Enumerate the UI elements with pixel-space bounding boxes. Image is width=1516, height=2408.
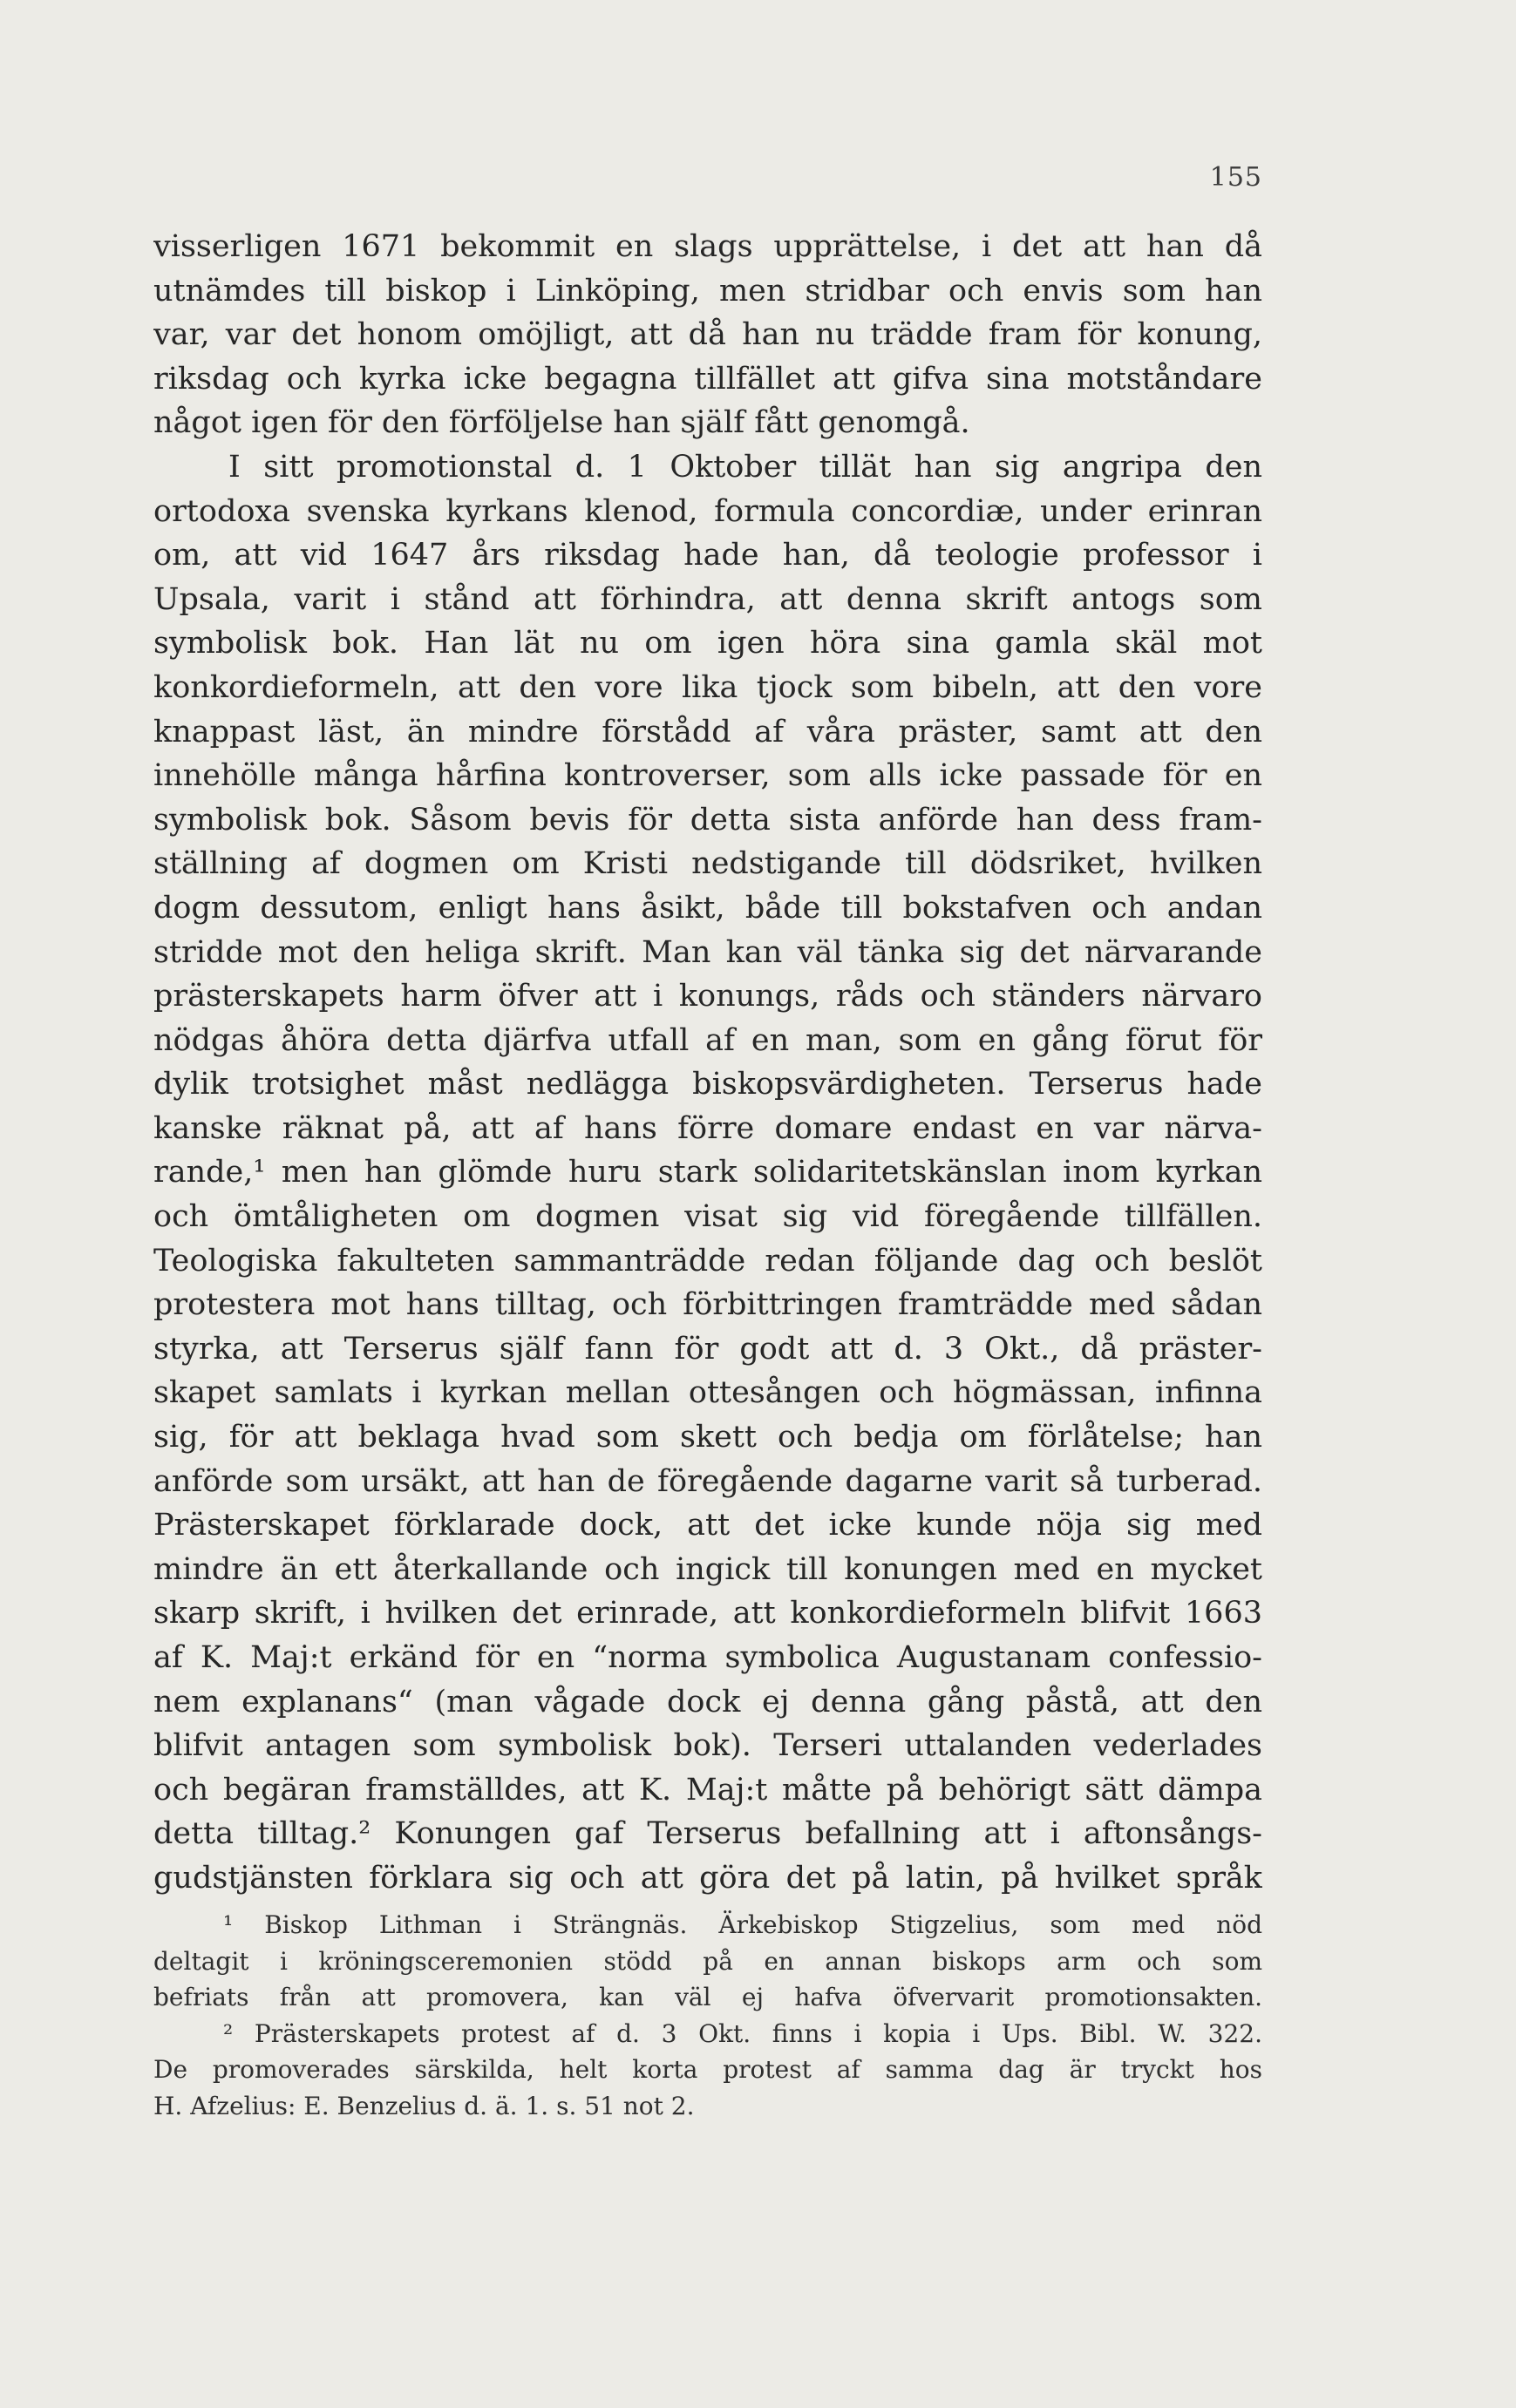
body-line: var, var det honom omöjligt, att då han nu trädde fram för konung, xyxy=(153,317,1262,353)
body-line: nem explanans“ (man vågade dock ej denna gång påstå, att den xyxy=(153,1684,1262,1720)
body-line: kanske räknat på, att af hans förre domare endast en var närva- xyxy=(153,1110,1262,1146)
footnote-2-line: De promoverades särskilda, helt korta protest af samma dag är tryckt hos xyxy=(153,2055,1262,2084)
body-line: protestera mot hans tilltag, och förbittringen framträdde med sådan xyxy=(153,1287,1262,1323)
body-line: och ömtåligheten om dogmen visat sig vid föregående tillfällen. xyxy=(153,1199,1262,1235)
body-line: Upsala, varit i stånd att förhindra, att denna skrift antogs som xyxy=(153,581,1262,617)
body-line: innehölle många hårfina kontroverser, som alls icke passade för en xyxy=(153,758,1262,794)
body-line: skapet samlats i kyrkan mellan ottesången och högmässan, infinna xyxy=(153,1375,1262,1411)
footnote-1-line: ¹ Biskop Lithman i Strängnäs. Ärkebiskop Stigzelius, som med nöd xyxy=(223,1910,1262,1939)
body-line: af K. Maj:t erkänd för en “norma symbolica Augustanam confessio- xyxy=(153,1640,1262,1675)
body-line: ställning af dogmen om Kristi nedstigande till dödsriket, hvilken xyxy=(153,846,1262,882)
body-line: knappast läst, än mindre förstådd af våra präster, samt att den xyxy=(153,714,1262,750)
body-line: styrka, att Terserus själf fann för godt att d. 3 Okt., då präster- xyxy=(153,1331,1262,1367)
body-line: mindre än ett återkallande och ingick till konungen med en mycket xyxy=(153,1551,1262,1587)
body-line: nödgas åhöra detta djärfva utfall af en man, som en gång förut för xyxy=(153,1022,1262,1058)
body-line: prästerskapets harm öfver att i konungs, råds och ständers närvaro xyxy=(153,979,1262,1014)
body-line: sig, för att beklaga hvad som skett och bedja om förlåtelse; han xyxy=(153,1420,1262,1455)
body-line: konkordieformeln, att den vore lika tjock som bibeln, att den vore xyxy=(153,669,1262,705)
body-line: om, att vid 1647 års riksdag hade han, då teologie professor i xyxy=(153,538,1262,573)
body-line: anförde som ursäkt, att han de föregående dagarne varit så turberad. xyxy=(153,1463,1262,1499)
body-line: Prästerskapet förklarade dock, att det icke kunde nöja sig med xyxy=(153,1508,1262,1543)
footnote-2-line: H. Afzelius: E. Benzelius d. ä. 1. s. 51 not 2. xyxy=(153,2091,695,2120)
body-line: stridde mot den heliga skrift. Man kan väl tänka sig det närvarande xyxy=(153,934,1262,970)
body-line: något igen för den förföljelse han själf fått genomgå. xyxy=(153,405,970,441)
paragraph-start-line: I sitt promotionstal d. 1 Oktober tillät han sig angripa den xyxy=(228,449,1262,485)
body-line: detta tilltag.² Konungen gaf Terserus befallning att i aftonsångs- xyxy=(153,1816,1262,1852)
footnote-1-line: befriats från att promovera, kan väl ej hafva öfvervarit promotionsakten. xyxy=(153,1983,1262,2011)
footnote-1-line: deltagit i kröningsceremonien stödd på en annan biskops arm och som xyxy=(153,1946,1262,1976)
body-line: utnämdes till biskop i Linköping, men stridbar och envis som han xyxy=(153,273,1262,309)
body-line: dylik trotsighet måst nedlägga biskopsvärdigheten. Terserus hade xyxy=(153,1067,1262,1102)
body-line: gudstjänsten förklara sig och att göra det på latin, på hvilket språk xyxy=(153,1860,1262,1896)
footnotes xyxy=(153,1907,1262,2124)
body-line: rande,¹ men han glömde huru stark solidaritetskänslan inom kyrkan xyxy=(153,1155,1262,1190)
body-line: dogm dessutom, enligt hans åsikt, både till bokstafven och andan xyxy=(153,890,1262,926)
body-line: och begäran framställdes, att K. Maj:t måtte på behörigt sätt dämpa xyxy=(153,1772,1262,1808)
body-line: skarp skrift, i hvilken det erinrade, att konkordieformeln blifvit 1663 xyxy=(153,1596,1262,1631)
page-number: 155 xyxy=(1209,162,1262,193)
body-line: symbolisk bok. Han lät nu om igen höra sina gamla skäl mot xyxy=(153,626,1262,661)
body-line: Teologiska fakulteten sammanträdde redan följande dag och beslöt xyxy=(153,1243,1262,1279)
body-line: blifvit antagen som symbolisk bok). Terseri uttalanden vederlades xyxy=(153,1728,1262,1764)
body-text xyxy=(153,225,1262,1901)
body-line: symbolisk bok. Såsom bevis för detta sista anförde han dess fram- xyxy=(153,802,1262,838)
footnote-2-line: ² Prästerskapets protest af d. 3 Okt. finns i kopia i Ups. Bibl. W. 322. xyxy=(223,2018,1262,2048)
body-line: visserligen 1671 bekommit en slags upprättelse, i det att han då xyxy=(153,229,1262,264)
body-line: ortodoxa svenska kyrkans klenod, formula concordiæ, under erinran xyxy=(153,493,1262,529)
body-line: riksdag och kyrka icke begagna tillfället att gifva sina motståndare xyxy=(153,361,1262,397)
